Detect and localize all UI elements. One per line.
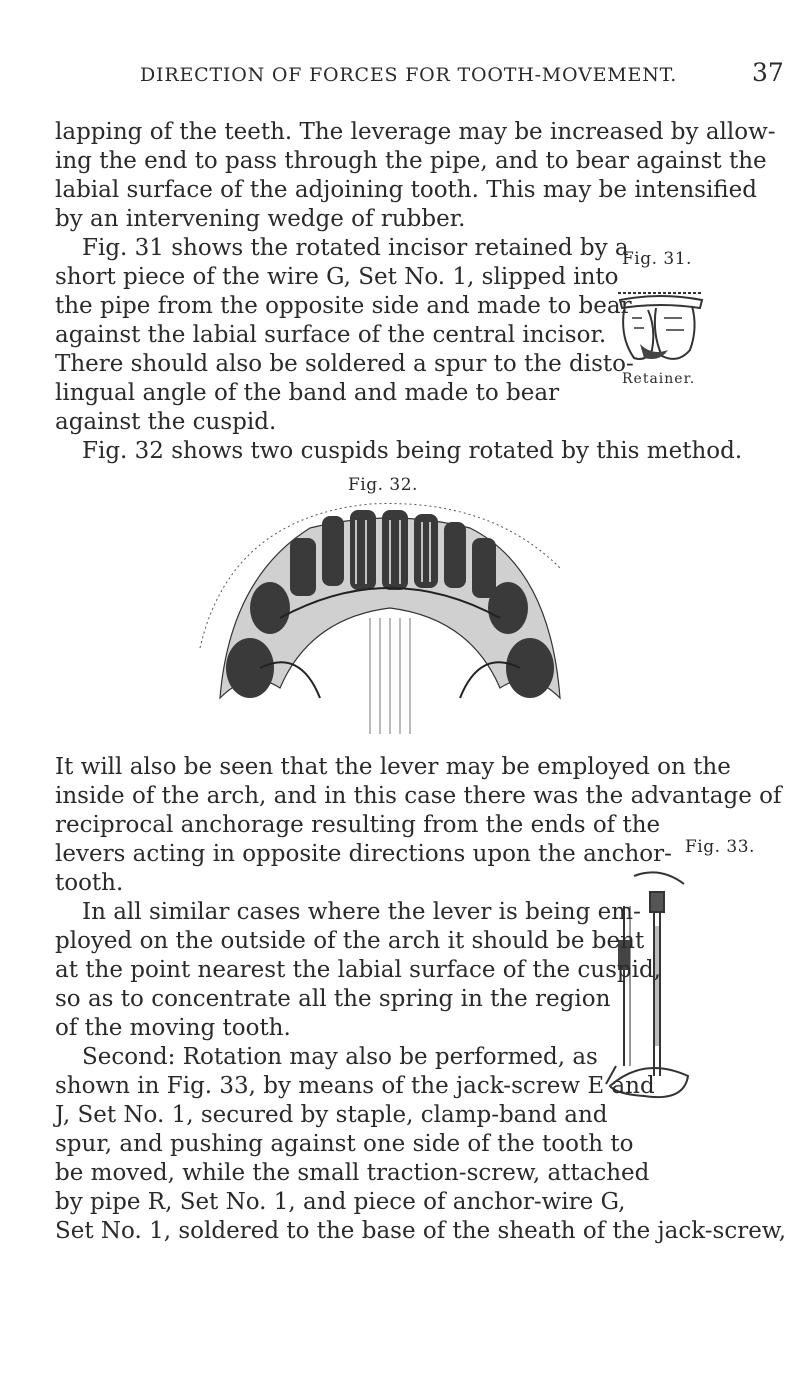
fig31-caption: Retainer. <box>622 371 696 387</box>
text-line: lingual angle of the band and made to bear <box>55 380 560 406</box>
text-line: In all similar cases where the lever is being em- <box>82 899 641 925</box>
text-line: be moved, while the small traction-screw, attached <box>55 1160 650 1186</box>
text-line: of the moving tooth. <box>55 1015 291 1041</box>
text-line: levers acting in opposite directions upon the anchor- <box>55 841 672 867</box>
fig31-label: Fig. 31. <box>622 249 692 269</box>
text-line: at the point nearest the labial surface of the cuspid, <box>55 957 662 983</box>
text-line: reciprocal anchorage resulting from the ends of the <box>55 812 661 838</box>
page-header <box>0 58 800 88</box>
text-line: against the labial surface of the central incisor. <box>55 322 607 348</box>
text-line: ing the end to pass through the pipe, and to bear against the <box>55 148 767 174</box>
text-line: shown in Fig. 33, by means of the jack-screw E and <box>55 1073 655 1099</box>
text-line: labial surface of the adjoining tooth. This may be intensified <box>55 177 757 203</box>
dental-arch-figure <box>190 498 590 738</box>
text-line: by pipe R, Set No. 1, and piece of anchor-wire G, <box>55 1189 626 1215</box>
text-line: Fig. 32 shows two cuspids being rotated by this method. <box>82 438 743 464</box>
text-line: inside of the arch, and in this case there was the advantage of <box>55 783 782 809</box>
text-line: tooth. <box>55 870 124 896</box>
text-line: It will also be seen that the lever may be employed on the <box>55 754 731 780</box>
text-line: Set No. 1, soldered to the base of the sheath of the jack-screw, <box>55 1218 787 1244</box>
text-line: so as to concentrate all the spring in the region <box>55 986 611 1012</box>
fig33-label: Fig. 33. <box>685 837 755 857</box>
fig32-label: Fig. 32. <box>348 475 418 495</box>
text-line: short piece of the wire G, Set No. 1, slipped into <box>55 264 619 290</box>
text-line: by an intervening wedge of rubber. <box>55 206 466 232</box>
text-line: against the cuspid. <box>55 409 277 435</box>
text-line: the pipe from the opposite side and made to bear <box>55 293 632 319</box>
retainer-figure <box>612 288 708 368</box>
text-line: Fig. 31 shows the rotated incisor retained by a <box>82 235 629 261</box>
text-line: ployed on the outside of the arch it should be bent <box>55 928 645 954</box>
text-line: lapping of the teeth. The leverage may be increased by allow- <box>55 119 776 145</box>
text-line: spur, and pushing against one side of the tooth to <box>55 1131 634 1157</box>
text-line: Second: Rotation may also be performed, as <box>82 1044 598 1070</box>
text-line: There should also be soldered a spur to the disto- <box>55 351 634 377</box>
text-line: J, Set No. 1, secured by staple, clamp-band and <box>55 1102 608 1128</box>
running-head: DIRECTION OF FORCES FOR TOOTH-MOVEMENT. <box>140 64 678 86</box>
page-number: 37 <box>752 58 784 87</box>
